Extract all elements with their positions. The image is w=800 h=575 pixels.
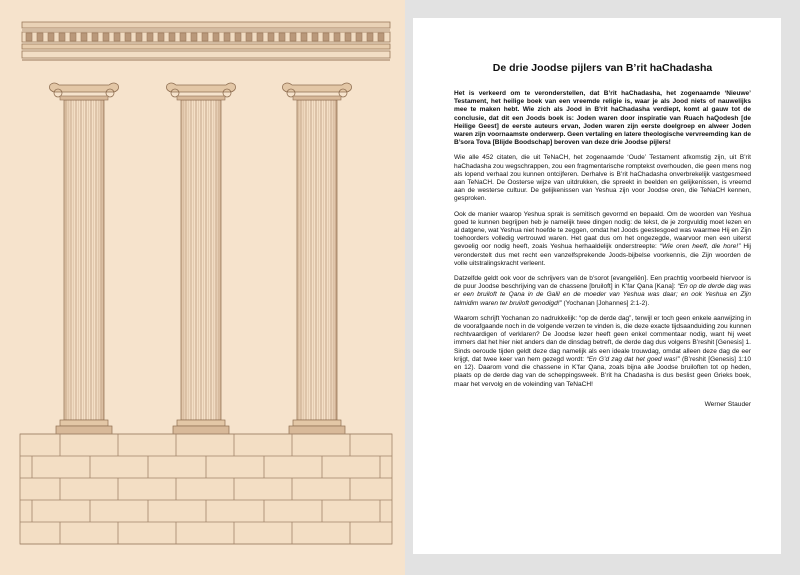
paragraph-yeshua-speech	[454, 211, 751, 268]
quote-text: “En op de derde dag was er een bruiloft te Qana in de Galil en de moeder van Yeshua was daar; en ook Yeshua en Zijn talmidim waren ter bruiloft genodigd!”	[454, 283, 751, 307]
paragraph-wedding-kana	[454, 275, 751, 308]
paragraph-text: Datzelfde geldt ook voor de schrijvers van de b’sorot [evangeliën]. Een prachtig voorbeeld hiervoor is de puur Joodse beschrijving van de chassene [bruiloft] in K’far Qana [Kana]:	[454, 275, 751, 291]
column-right	[283, 83, 352, 434]
quote-text: “Wie oren heeft, die hore!”	[659, 243, 741, 251]
intro-paragraph: Het is verkeerd om te veronderstellen, dat B’rit haChadasha, het zogenaamde ‘Nieuwe’ Testament, het heilige boek van een vreemde religie is, waar je als Jood niets of nauwelijks mee te maken hebt. Wie zich als Jood in B’rit haChadasha verdiept, komt al gauw tot de conclusie, dat dit een Joods boek is: Joden waren door inspiratie van Ruach haQodesh [de Heilige Geest] de eerste auteurs ervan, Joden waren zijn eerste doelgroep en alweer Joden waren zijn voornaamste onderwerp. Geen vertaling en latere theologische vervreemding kan de B’sora Tova [Blijde Boodschap] beroven van deze drie Joodse pijlers!	[454, 90, 751, 147]
author-signature: Werner Stauder	[704, 400, 751, 408]
column-left	[50, 83, 119, 434]
paragraph-text: Waarom schrijft Yochanan zo nadrukkelijk: “op de derde dag”, terwijl er toch geen enkele aanwijzing in de voorafgaande noch in de volgende verzen te vinden is, die deze exacte tijdsaanduiding zou kunnen rechtvaardigen of verklaren? De Joodse lezer heeft geen enkel commentaar nodig, want hij weet immers dat het hier niet anders dan de dinsdag betreft, de derde dag dus volgens B’reshit [Genesis] 1. Sinds oeroude tijden geldt deze dag namelijk als een ideale trouwdag, omdat alleen deze dag de eer krijgt, dat twee keer van hem gezegd wordt:	[454, 314, 751, 363]
entablature	[22, 22, 390, 60]
brick-base	[20, 434, 392, 544]
paragraph-text: (Yochanan [Johannes] 2:1-2).	[563, 299, 650, 307]
paragraph-third-day	[454, 315, 751, 389]
column-middle	[167, 83, 236, 434]
paragraph-citations: Wie alle 452 citaten, die uit TeNaCH, het zogenaamde ‘Oude’ Testament afkomstig zijn, uit B’rit haChadasha zou wegschrappen, zou een fragmentarische romptekst overhouden, die geen mens nog als lopend verhaal zou kunnen ontcijferen. Derhalve is B’rit haChadasha onverbrekelijk vastgesmeed aan TeNaCH. De Oosterse wijze van uitdrukken, die spreekt in beelden en gelijkenissen, is vreemd aan de westerse cultuur. De gelijkenissen van Yeshua zijn voor Joodse oren, die TeNaCH kennen, gesproken.	[454, 154, 751, 203]
paragraph-text: (B’reshit [Genesis] 1:10 en 12). Daarom vond die chassene in K’far Qana, zoals bijna alle Joodse bruiloften tot op heden, plaats op de derde dag van de scheppingsweek. B’rit ha Chadasha is dus beslist geen Grieks boek, maar het vervolg en de voleinding van TeNaCH!	[454, 355, 751, 388]
document-title: De drie Joodse pijlers van B’rit haChadasha	[492, 62, 713, 74]
text-page	[413, 18, 781, 554]
paragraph-text: Ook de manier waarop Yeshua sprak is semitisch gevormd en bepaald. Om de woorden van Yeshua goed te kunnen begrijpen heb je namelijk twee dingen nodig: de tekst, de je zorgvuldig moet lezen en al datgene, wat Yeshua niet hoefde te zeggen, omdat het Joods geestesgoed was waarmee Hij en Zijn toehoorders volledig vertrouwd waren. Het gaat dus om het ongezegde, waarvoor men een uiterst gevoelig oor nodig heeft, zoals Yeshua herhaaldelijk onderstreepte:	[454, 210, 751, 251]
paragraph-text: Hij veronderstelt dus met recht een vanzelfsprekende Joods-bijbelse voorkennis, die Zijn woorden de volle uitstralingskracht verleent.	[454, 243, 752, 267]
quote-text: “En G’d zag dat het goed was!”	[586, 355, 680, 363]
